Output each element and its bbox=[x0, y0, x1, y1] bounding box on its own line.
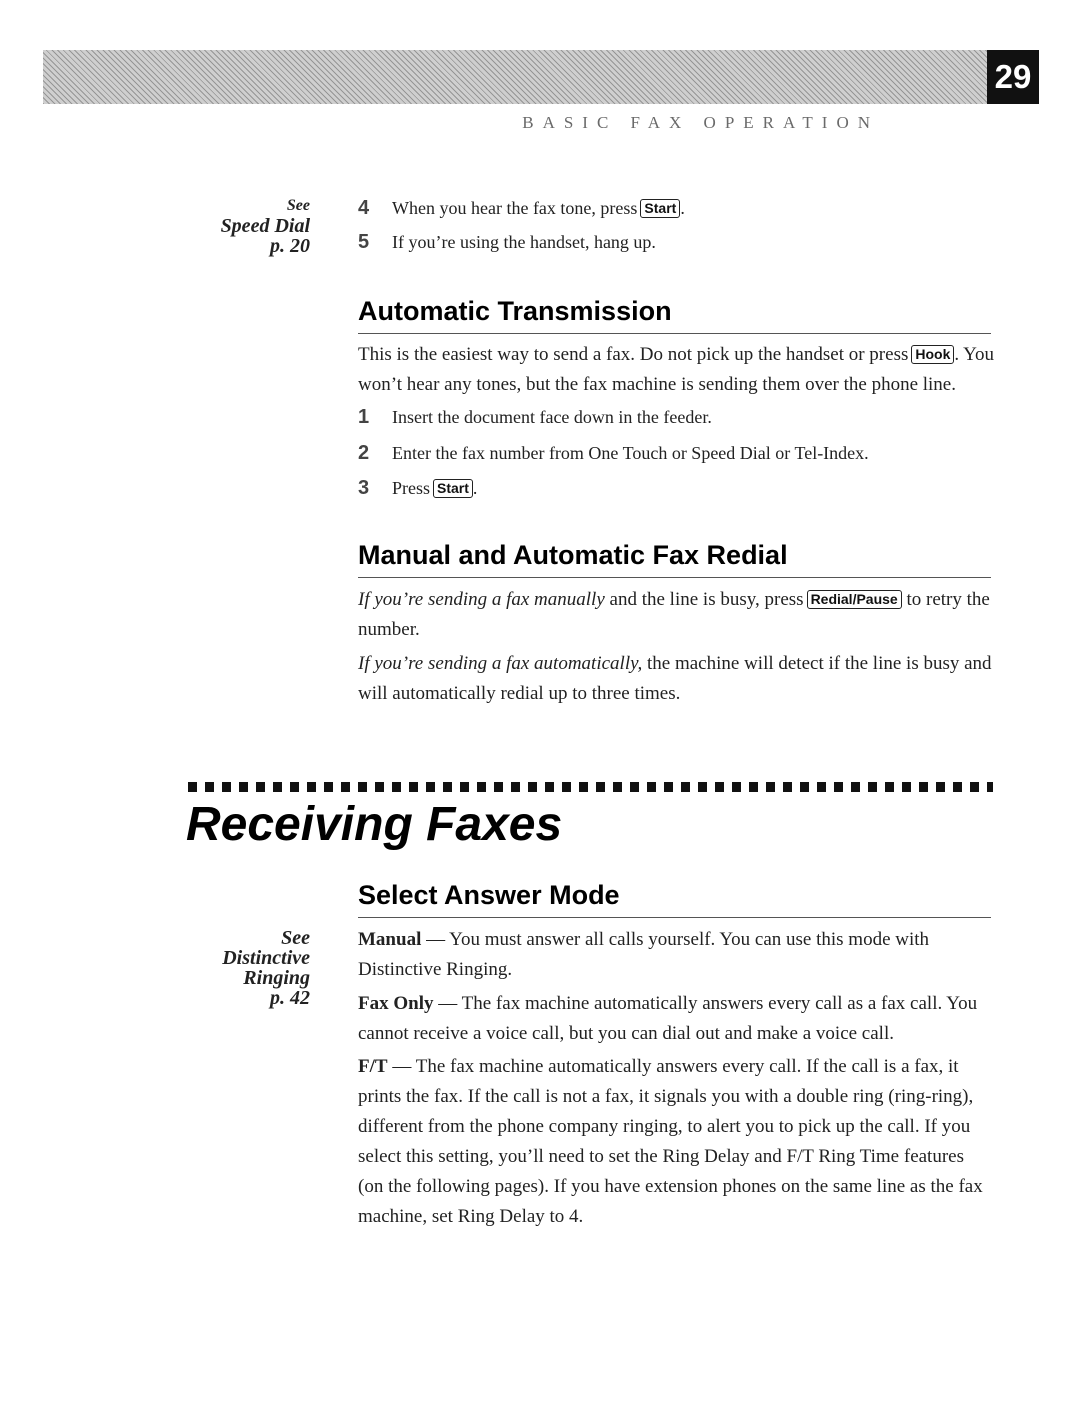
redial-manual-paragraph: If you’re sending a fax manually and the line is busy, press Redial/Pause to retry the number. bbox=[358, 589, 990, 640]
step-number: 4 bbox=[358, 197, 370, 219]
mode-fax-only: Fax Only — The fax machine automatically answers every call as a fax call. You cannot receive a voice call, but you can dial out and make a voice call. bbox=[358, 993, 978, 1044]
side-ref-topic: Distinctive bbox=[222, 947, 310, 969]
step-1 bbox=[358, 406, 712, 429]
side-ref-page: p. 42 bbox=[270, 987, 310, 1009]
step-number: 1 bbox=[358, 406, 370, 428]
side-ref-topic: Ringing bbox=[243, 967, 310, 989]
step-3: 3 Press Start . bbox=[358, 477, 478, 499]
step-text: Enter the fax number from One Touch or Speed Dial or Tel-Index. bbox=[392, 443, 869, 463]
chapter-divider bbox=[188, 782, 993, 792]
hook-key: Hook bbox=[911, 345, 954, 364]
section-title: BASIC FAX OPERATION bbox=[522, 113, 879, 132]
step-text: Press bbox=[392, 478, 431, 498]
step-number: 2 bbox=[358, 442, 370, 464]
auto-tx-intro: This is the easiest way to send a fax. Do not pick up the handset or press Hook . You won’t hear any tones, but the fax machine is sending them over the phone line. bbox=[358, 344, 994, 395]
side-reference-speed-dial bbox=[221, 196, 310, 256]
mode-manual: Manual — You must answer all calls yourself. You can use this mode with Distinctive Ringing. bbox=[358, 929, 930, 980]
step-number: 5 bbox=[358, 231, 370, 253]
heading-automatic-transmission: Automatic Transmission bbox=[358, 296, 991, 334]
side-ref-see: See bbox=[286, 197, 310, 214]
step-text: Insert the document face down in the feeder. bbox=[392, 407, 712, 427]
step-number: 3 bbox=[358, 477, 370, 499]
start-key: Start bbox=[433, 479, 473, 498]
side-ref-page: p. 20 bbox=[270, 235, 310, 257]
step-5 bbox=[358, 231, 656, 254]
heading-fax-redial: Manual and Automatic Fax Redial bbox=[358, 540, 991, 578]
side-reference-distinctive-ringing bbox=[222, 928, 310, 1008]
start-key: Start bbox=[640, 199, 680, 218]
side-ref-see: See bbox=[281, 927, 310, 949]
heading-select-answer-mode: Select Answer Mode bbox=[358, 880, 991, 918]
step-text: When you hear the fax tone, press bbox=[392, 198, 638, 218]
step-text: If you’re using the handset, hang up. bbox=[392, 232, 656, 252]
page-header bbox=[43, 50, 994, 132]
redial-automatic-paragraph: If you’re sending a fax automatically, the machine will detect if the line is busy and will automatically redial up to three times. bbox=[358, 653, 992, 704]
chapter-title: Receiving Faxes bbox=[186, 798, 563, 851]
step-2 bbox=[358, 442, 869, 465]
redial-pause-key: Redial/Pause bbox=[807, 590, 902, 609]
mode-fax-telephone: F/T — The fax machine automatically answers every call. If the call is a fax, it prints the fax. If the call is not a fax, it signals you with a double ring (ring-ring), different from the phone company ringing, to alert you to pick up the call. If you select this setting, you’ll need to set the Ring Delay and F/T Ring Time features (on the following pages). If you have extension phones on the same line as the fax machine, set Ring Delay to 4. bbox=[358, 1056, 983, 1227]
side-ref-topic: Speed Dial bbox=[220, 215, 310, 237]
step-4: 4 When you hear the fax tone, press Start . bbox=[358, 197, 685, 219]
page-number: 29 bbox=[987, 50, 1039, 104]
